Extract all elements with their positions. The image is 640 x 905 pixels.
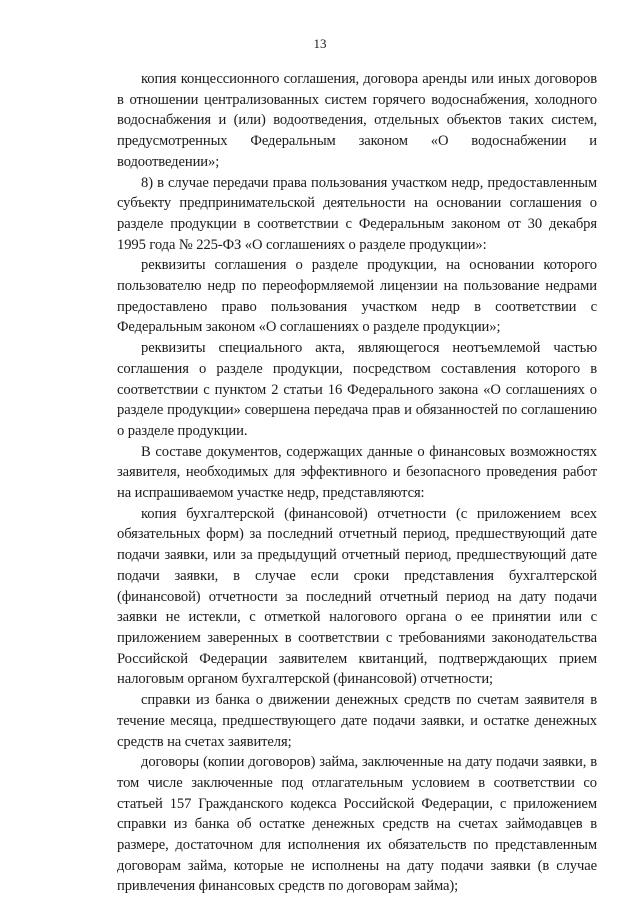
paragraph-psa-details: реквизиты соглашения о разделе продукции, на основании которого пользователю недр по переоформляемой лицензии на пользование недрами предоставлено право пользования участком недр в соответствии с Федеральным законом «О соглашениях о разделе продукции»;: [117, 257, 597, 336]
page-number: 13: [313, 36, 327, 51]
paragraph-concession-agreement: копия концессионного соглашения, договора аренды или иных договоров в отношении централизованных систем горячего водоснабжения, холодного водоснабжения и (или) водоотведения, отдельных объектов таких систем, предусмотренных Федеральным законом «О водоснабжении и водоотведении»;: [117, 71, 597, 170]
paragraph-item-8: 8) в случае передачи права пользования участком недр, предоставленным субъекту предпринимательской деятельности на основании соглашения о разделе продукции в соответствии с Федеральным законом от 30 декабря 1995 года № 225-ФЗ «О соглашениях о разделе продукции»:: [117, 174, 597, 253]
paragraph-loan-agreements: договоры (копии договоров) займа, заключенные на дату подачи заявки, в том числе заключенные под отлагательным условием в соответствии со статьей 157 Гражданского кодекса Российской Федерации, с приложением справки из банка об остатке денежных средств на счетах займодавцев в размере, достаточном для исполнения их обязательств по представленным договорам займа, которые не исполнены на дату подачи заявки (в случае привлечения финансовых средств по договорам займа);: [117, 754, 597, 895]
paragraph-financial-documents: В составе документов, содержащих данные о финансовых возможностях заявителя, необходимых для эффективного и безопасного проведения работ на испрашиваемом участке недр, представляются:: [117, 443, 597, 502]
paragraph-special-act-details: реквизиты специального акта, являющегося неотъемлемой частью соглашения о разделе продукции, посредством составления которого в соответствии с пунктом 2 статьи 16 Федерального закона «О соглашениях о разделе продукции» совершена передача прав и обязанностей по соглашению о разделе продукции.: [117, 340, 597, 439]
document-body: [117, 69, 597, 897]
paragraph-accounting-statements: копия бухгалтерской (финансовой) отчетности (с приложением всех обязательных форм) за последний отчетный период, предшествующий дате подачи заявки, или за предыдущий отчетный период, предшествующий дате подачи заявки, в случае если сроки представления бухгалтерской (финансовой) отчетности за последний отчетный период на дату подачи заявки не истекли, с отметкой налогового органа о ее принятии или с приложением заверенных в соответствии с требованиями законодательства Российской Федерации заявителем квитанций, подтверждающих прием налоговым органом бухгалтерской (финансовой) отчетности;: [117, 505, 597, 688]
paragraph-bank-statements: справки из банка о движении денежных средств по счетам заявителя в течение месяца, предшествующего дате подачи заявки, и остатке денежных средств на счетах заявителя;: [117, 692, 597, 750]
